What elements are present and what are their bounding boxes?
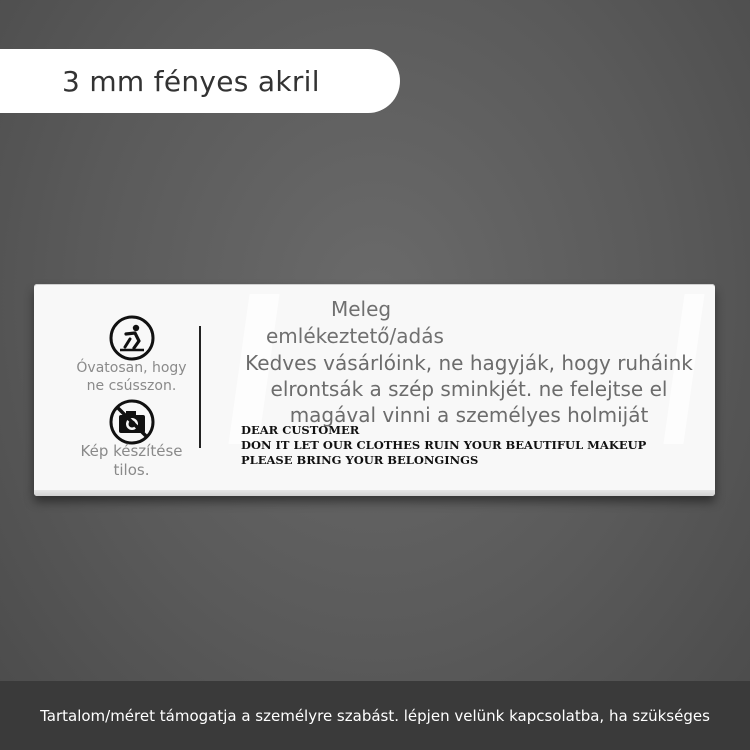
slippery-caption: Óvatosan, hogy ne csússzon.: [76, 360, 187, 394]
no-camera-icon: [108, 398, 156, 446]
footer-bar: [0, 681, 750, 750]
english-line-2: DON IT LET OUR CLOTHES RUIN YOUR BEAUTIFUL MAKEUP: [241, 438, 647, 452]
vertical-divider: [199, 326, 201, 448]
acrylic-edge: [34, 490, 715, 496]
sign-title-line-2: emlékeztető/adás: [266, 324, 444, 348]
footer-text: Tartalom/méret támogatja a személyre szabást. lépjen velünk kapcsolatba, ha szükséges: [40, 706, 710, 725]
banner-title: 3 mm fényes akril: [62, 64, 320, 98]
english-line-1: DEAR CUSTOMER: [241, 423, 360, 437]
slippery-floor-icon: [108, 314, 156, 362]
sign-body-text: Kedves vásárlóink, ne hagyják, hogy ruháink elrontsák a szép sminkjét. ne felejtse el magával vinni a személyes holmiját: [245, 351, 693, 427]
english-line-3: PLEASE BRING YOUR BELONGINGS: [241, 453, 479, 467]
sign-title-line-1: Meleg: [331, 297, 392, 321]
title-banner: [0, 49, 400, 113]
acrylic-sign: [34, 284, 715, 496]
no-photo-caption: Kép készítése tilos.: [80, 442, 183, 479]
